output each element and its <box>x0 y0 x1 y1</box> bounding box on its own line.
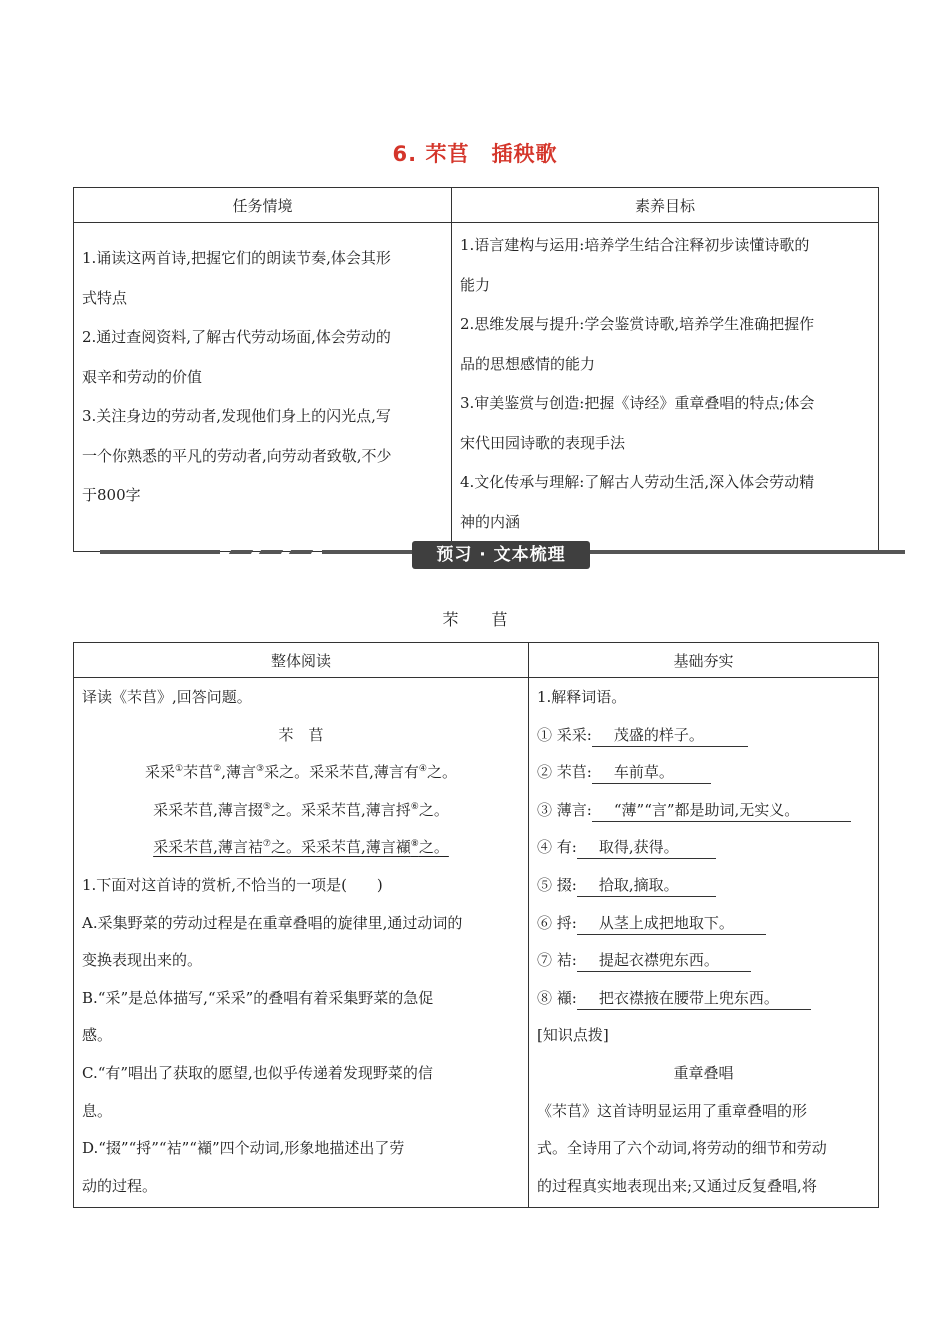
footnote-mark: ⑤ <box>262 801 271 812</box>
term-word: 襭: <box>556 988 577 1007</box>
term-answer: 拾取,摘取。 <box>577 874 716 897</box>
poem-text: 采采 <box>145 763 176 782</box>
term-word: 捋: <box>556 913 577 932</box>
term-word: 采采: <box>556 725 592 744</box>
lesson-title: 6. 芣苢 <box>392 142 470 166</box>
term-number: ③ <box>537 800 553 819</box>
vocab-intro: 1.解释词语。 <box>537 688 627 706</box>
goal-line: 宋代田园诗歌的表现手法 <box>460 433 626 452</box>
goal-line: 能力 <box>460 275 491 294</box>
term-answer: 取得,获得。 <box>577 836 716 859</box>
term-row <box>537 942 870 980</box>
poem-text: 之。采采芣苢,薄言捋 <box>270 800 411 819</box>
term-word: 薄言: <box>556 800 592 819</box>
task-line: 式特点 <box>82 288 128 307</box>
term-row <box>537 829 870 867</box>
task-line: 2.通过查阅资料,了解古代劳动场面,体会劳动的 <box>82 328 391 346</box>
option-line: 感。 <box>82 1026 113 1045</box>
term-row <box>537 980 870 1018</box>
term-answer: 茂盛的样子。 <box>592 724 748 747</box>
term-row <box>537 754 870 792</box>
term-number: ① <box>537 725 553 744</box>
overall-reading-cell <box>74 678 529 1208</box>
footnote-mark: ⑥ <box>410 801 419 812</box>
poem-text: 之。 <box>418 800 449 819</box>
term-number: ④ <box>537 838 553 857</box>
term-answer: 提起衣襟兜东西。 <box>577 949 751 972</box>
lesson-title-2: 插秧歌 <box>491 142 558 166</box>
question-stem: 1.下面对这首诗的赏析,不恰当的一项是( ) <box>82 875 383 894</box>
task-line: 1.诵读这两首诗,把握它们的朗读节奏,体会其形 <box>82 249 391 267</box>
tip-line: 的过程真实地表现出来;又通过反复叠唱,将 <box>537 1176 817 1195</box>
reading-table <box>73 642 879 1208</box>
option-line: A.采集野菜的劳动过程是在重章叠唱的旋律里,通过动词的 <box>82 913 463 932</box>
term-word: 掇: <box>556 875 577 894</box>
header-task-situation: 任务情境 <box>74 188 452 223</box>
term-number: ⑧ <box>537 988 553 1007</box>
poem-line-1 <box>82 754 520 792</box>
page-title <box>0 138 950 168</box>
option-line: B.“采”是总体描写,“采采”的叠唱有着采集野菜的急促 <box>82 988 434 1007</box>
poem-line-2 <box>82 792 520 830</box>
term-number: ⑦ <box>537 951 553 970</box>
goal-line: 3.审美鉴赏与创造:把握《诗经》重章叠唱的特点;体会 <box>460 394 815 412</box>
option-line: 变换表现出来的。 <box>82 951 203 970</box>
task-line: 于800字 <box>82 486 141 504</box>
goals-table <box>73 187 879 552</box>
tip-line: 式。全诗用了六个动词,将劳动的细节和劳动 <box>537 1139 827 1158</box>
term-word: 袺: <box>556 951 577 970</box>
task-line: 艰辛和劳动的价值 <box>82 367 203 386</box>
term-word: 有: <box>556 838 577 857</box>
reading-intro: 译读《芣苢》,回答问题。 <box>82 688 252 706</box>
term-answer: 把衣襟掖在腰带上兜东西。 <box>577 987 811 1010</box>
poem-text: 采采芣苢,薄言袺 <box>153 838 263 857</box>
header-overall-reading: 整体阅读 <box>74 643 529 678</box>
banner-dash <box>259 550 283 554</box>
term-row <box>537 717 870 755</box>
banner-rule-right <box>590 550 905 554</box>
term-answer: 车前草。 <box>592 761 711 784</box>
goal-line: 1.语言建构与运用:培养学生结合注释初步读懂诗歌的 <box>460 236 810 254</box>
task-situation-cell <box>74 223 452 552</box>
term-word: 芣苢: <box>556 763 592 782</box>
goal-line: 4.文化传承与理解:了解古人劳动生活,深入体会劳动精 <box>460 473 815 491</box>
term-number: ⑤ <box>537 875 553 894</box>
poem-title: 芣 苢 <box>278 725 324 744</box>
poem-text: 之。 <box>418 838 449 857</box>
tip-title: 重章叠唱 <box>673 1063 734 1082</box>
term-number: ⑥ <box>537 913 553 932</box>
poem-text: 采之。采采芣苢,薄言有 <box>264 763 419 782</box>
footnote-mark: ④ <box>418 764 427 775</box>
term-answer: “薄”“言”都是助词,无实义。 <box>592 799 851 822</box>
term-row <box>537 867 870 905</box>
tip-label: [知识点拨] <box>537 1026 609 1045</box>
poem-text: 采采芣苢,薄言掇 <box>153 800 263 819</box>
poem-section-title: 芣 苢 <box>442 610 522 629</box>
poem-text: 之。 <box>426 763 457 782</box>
section-banner <box>100 541 905 571</box>
banner-dash <box>229 550 253 554</box>
goal-line: 品的思想感情的能力 <box>460 354 596 373</box>
task-line: 3.关注身边的劳动者,发现他们身上的闪光点,写 <box>82 407 391 425</box>
basics-cell <box>529 678 879 1208</box>
banner-rule-mid <box>322 550 412 554</box>
section-banner-label: 预习 · 文本梳理 <box>412 541 590 569</box>
goal-line: 2.思维发展与提升:学会鉴赏诗歌,培养学生准确把握作 <box>460 315 815 333</box>
poem-text: 之。采采芣苢,薄言襭 <box>270 838 411 857</box>
header-literacy-goals: 素养目标 <box>452 188 879 223</box>
footnote-mark: ③ <box>256 764 265 775</box>
banner-rule-left <box>100 550 220 554</box>
term-row <box>537 792 870 830</box>
option-line: C.“有”唱出了获取的愿望,也似乎传递着发现野菜的信 <box>82 1063 433 1082</box>
poem-text: 芣苢 <box>183 763 214 782</box>
tip-line: 《芣苢》这首诗明显运用了重章叠唱的形 <box>537 1101 808 1120</box>
footnote-mark: ⑧ <box>410 839 419 850</box>
option-line: 息。 <box>82 1101 113 1120</box>
header-basics: 基础夯实 <box>529 643 879 678</box>
poem-text: ,薄言 <box>221 763 256 782</box>
term-row <box>537 905 870 943</box>
poem-line-3 <box>82 829 520 867</box>
footnote-mark: ② <box>213 764 222 775</box>
option-line: 动的过程。 <box>82 1176 158 1195</box>
footnote-mark: ① <box>175 764 184 775</box>
banner-dash <box>289 550 313 554</box>
option-line: D.“掇”“捋”“袺”“襭”四个动词,形象地描述出了劳 <box>82 1139 405 1158</box>
task-line: 一个你熟悉的平凡的劳动者,向劳动者致敬,不少 <box>82 446 392 465</box>
literacy-goals-cell <box>452 223 879 552</box>
term-answer: 从茎上成把地取下。 <box>577 912 766 935</box>
footnote-mark: ⑦ <box>262 839 271 850</box>
goal-line: 神的内涵 <box>460 512 521 531</box>
term-number: ② <box>537 763 553 782</box>
